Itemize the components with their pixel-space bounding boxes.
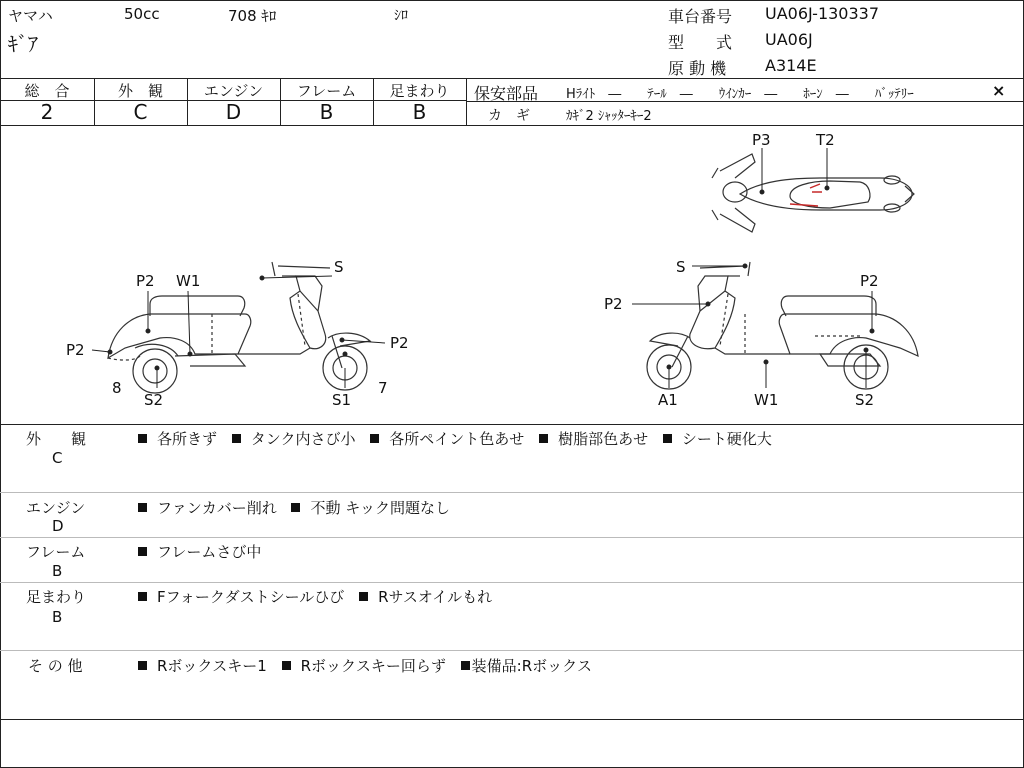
diag-right-a1: A1	[658, 391, 678, 409]
key-label: カ ギ	[488, 108, 530, 124]
displacement: 50cc	[124, 5, 160, 23]
diag-right-w1: W1	[754, 391, 779, 409]
note-other-items	[138, 655, 602, 676]
divider	[0, 719, 1023, 720]
divider	[0, 424, 1023, 425]
divider	[0, 492, 1023, 493]
diag-right-s2: S2	[855, 391, 875, 409]
note-suspension-label: 足まわり	[26, 588, 87, 606]
key-value: ｶｷﾞ2 ｼｬｯﾀｰｷｰ2	[566, 109, 652, 124]
note-frame-label: フレーム	[26, 543, 86, 561]
note-frame-grade: B	[52, 562, 63, 580]
note-suspension-grade: B	[52, 608, 63, 626]
overall-label: 総 合	[24, 82, 70, 100]
divider	[0, 582, 1023, 583]
note-suspension-items	[138, 586, 502, 607]
diag-left-p2-front: P2	[390, 334, 409, 352]
scooter-top-view	[712, 154, 914, 232]
divider	[0, 650, 1023, 651]
diag-right-p2-front: P2	[604, 295, 623, 313]
note-other-item: Rボックスキー回らず	[300, 657, 446, 675]
frame-label: フレーム	[296, 82, 357, 100]
note-suspension-item: Fフォークダストシールひび	[157, 588, 345, 606]
note-engine-grade: D	[52, 517, 64, 535]
engine-model-label: 原 動 機	[668, 59, 727, 78]
note-frame-item: フレームさび中	[157, 543, 262, 561]
damage-diagram	[0, 126, 1023, 424]
engine-grade: D	[225, 100, 242, 124]
safety-parts-label: 保安部品	[474, 84, 539, 103]
diag-top-t2: T2	[816, 131, 835, 149]
diag-right-s: S	[676, 258, 686, 276]
suspension-label: 足まわり	[389, 82, 450, 100]
frame-grade: B	[319, 100, 334, 124]
note-engine-item: 不動 キック問題なし	[310, 499, 450, 517]
divider	[0, 78, 1023, 79]
diag-right-p2-rear: P2	[860, 272, 879, 290]
diag-left-7: 7	[378, 379, 388, 397]
engine-label: エンジン	[203, 82, 264, 100]
frame-number-label: 車台番号	[668, 7, 733, 26]
diag-left-8: 8	[112, 379, 122, 397]
diag-left-s2: S2	[144, 391, 164, 409]
note-suspension-item: Rサスオイルもれ	[378, 588, 493, 606]
type-value: UA06J	[765, 30, 813, 49]
note-other-label: そ の 他	[28, 657, 83, 675]
type-label: 型 式	[668, 33, 733, 52]
note-engine-item: ファンカバー削れ	[157, 499, 277, 517]
diag-left-p2-rear: P2	[66, 341, 85, 359]
overall-grade: 2	[40, 100, 54, 124]
note-frame-items	[138, 541, 271, 562]
body-color: ｼﾛ	[394, 8, 408, 24]
exterior-label: 外 観	[117, 82, 163, 100]
engine-model: A314E	[765, 56, 817, 75]
mileage: 708 ｷﾛ	[228, 7, 277, 25]
note-exterior-items	[138, 428, 782, 449]
note-engine-label: エンジン	[26, 499, 86, 517]
diag-left-p2: P2	[136, 272, 155, 290]
note-exterior-item: 樹脂部色あせ	[558, 430, 649, 448]
model-name: ｷﾞｱ	[8, 32, 38, 56]
note-other-item: 装備品:Rボックス	[471, 657, 592, 675]
diag-left-s1: S1	[332, 391, 352, 409]
divider	[466, 78, 467, 125]
safety-parts-items: Hﾗｲﾄ ― ﾃｰﾙ ― ｳｲﾝｶｰ ― ﾎｰﾝ ― ﾊﾞｯﾃﾘｰ	[566, 87, 914, 102]
diag-left-w1: W1	[176, 272, 201, 290]
note-exterior-item: タンク内さび小	[250, 430, 356, 448]
note-exterior-grade: C	[52, 449, 63, 467]
note-other-item: Rボックスキー1	[157, 657, 267, 675]
divider	[0, 537, 1023, 538]
note-exterior-item: シート硬化大	[681, 430, 772, 448]
battery-mark: ×	[992, 81, 1006, 100]
exterior-grade: C	[133, 100, 148, 124]
diag-left-s: S	[334, 258, 344, 276]
frame-number: UA06J-130337	[765, 4, 880, 23]
note-exterior-item: 各所ペイント色あせ	[389, 430, 525, 448]
suspension-grade: B	[412, 100, 427, 124]
maker: ヤマハ	[8, 7, 53, 25]
note-exterior-label: 外 観	[26, 430, 87, 448]
note-engine-items	[138, 497, 460, 518]
note-exterior-item: 各所きず	[157, 430, 218, 448]
diag-top-p3: P3	[752, 131, 771, 149]
